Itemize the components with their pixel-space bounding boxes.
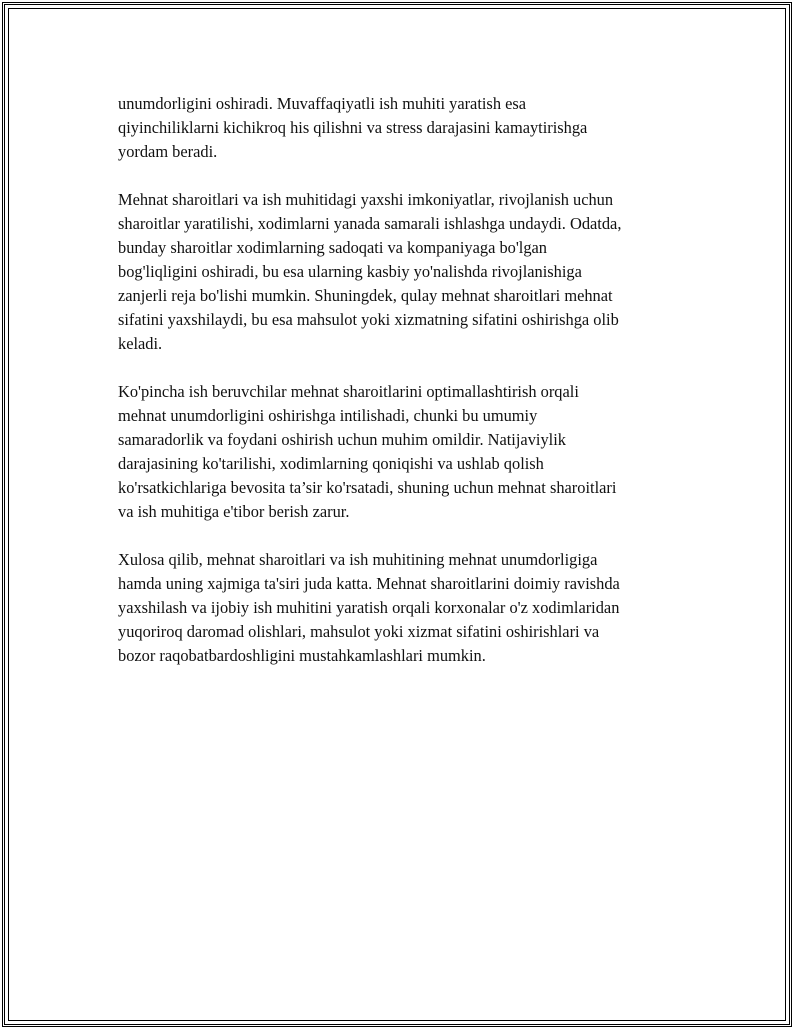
text-line: yuqoriroq daromad olishlari, mahsulot yoki xizmat sifatini oshirishlari va xyxy=(118,622,600,641)
text-line: zanjerli reja bo'lishi mumkin. Shuningdek, qulay mehnat sharoitlari mehnat xyxy=(118,286,613,305)
paragraph-1 xyxy=(118,92,688,164)
text-line: Ko'pincha ish beruvchilar mehnat sharoitlarini optimallashtirish orqali xyxy=(118,382,579,401)
paragraph-2 xyxy=(118,188,688,356)
text-line: yaxshilash va ijobiy ish muhitini yaratish orqali korxonalar o'z xodimlaridan xyxy=(118,598,620,617)
text-line: va ish muhitiga e'tibor berish zarur. xyxy=(118,502,350,521)
text-line: bunday sharoitlar xodimlarning sadoqati va kompaniyaga bo'lgan xyxy=(118,238,548,257)
text-line: keladi. xyxy=(118,334,163,353)
text-line: yordam beradi. xyxy=(118,142,218,161)
paragraph-4 xyxy=(118,548,688,668)
text-line: hamda uning xajmiga ta'siri juda katta. Mehnat sharoitlarini doimiy ravishda xyxy=(118,574,620,593)
text-line: Mehnat sharoitlari va ish muhitidagi yaxshi imkoniyatlar, rivojlanish uchun xyxy=(118,190,614,209)
text-line: mehnat unumdorligini oshirishga intilishadi, chunki bu umumiy xyxy=(118,406,538,425)
text-line: sharoitlar yaratilishi, xodimlarni yanada samarali ishlashga undaydi. Odatda, xyxy=(118,214,622,233)
text-line: darajasining ko'tarilishi, xodimlarning qoniqishi va ushlab qolish xyxy=(118,454,544,473)
paragraph-3 xyxy=(118,380,688,524)
text-line: Xulosa qilib, mehnat sharoitlari va ish muhitining mehnat unumdorligiga xyxy=(118,550,598,569)
text-line: bozor raqobatbardoshligini mustahkamlashlari mumkin. xyxy=(118,646,486,665)
document-body xyxy=(118,92,688,692)
text-line: samaradorlik va foydani oshirish uchun muhim omildir. Natijaviylik xyxy=(118,430,566,449)
text-line: bog'liqligini oshiradi, bu esa ularning kasbiy yo'nalishda rivojlanishiga xyxy=(118,262,582,281)
text-line: qiyinchiliklarni kichikroq his qilishni va stress darajasini kamaytirishga xyxy=(118,118,588,137)
text-line: sifatini yaxshilaydi, bu esa mahsulot yoki xizmatning sifatini oshirishga olib xyxy=(118,310,619,329)
text-line: ko'rsatkichlariga bevosita ta’sir ko'rsatadi, shuning uchun mehnat sharoitlari xyxy=(118,478,617,497)
text-line: unumdorligini oshiradi. Muvaffaqiyatli ish muhiti yaratish esa xyxy=(118,94,527,113)
